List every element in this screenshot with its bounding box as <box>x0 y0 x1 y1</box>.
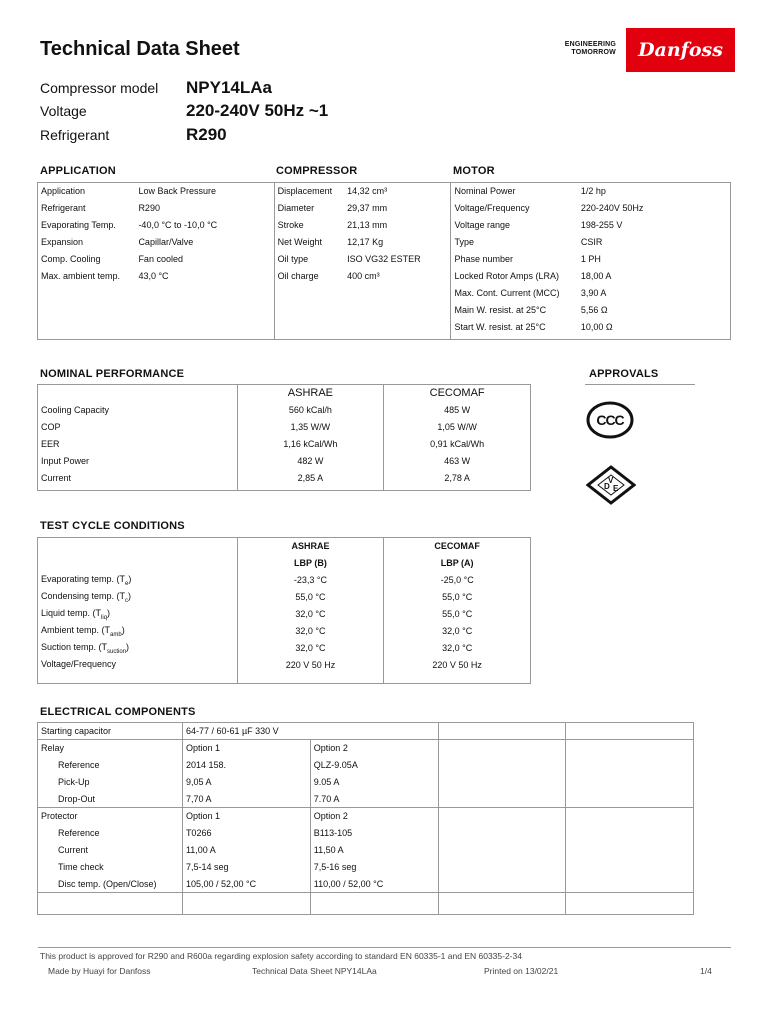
nominal-label: Current <box>38 470 238 487</box>
vde-d: D <box>604 482 610 491</box>
section-electrical: ELECTRICAL COMPONENTS <box>40 706 196 718</box>
nominal-ashrae-value: 2,85 A <box>237 470 384 487</box>
electrical-table <box>37 722 694 915</box>
test-row <box>38 572 531 589</box>
footer-page: 1/4 <box>700 966 712 976</box>
nominal-row <box>38 453 531 470</box>
test-row <box>38 657 531 674</box>
motor-label: Locked Rotor Amps (LRA) <box>454 271 560 281</box>
motor-value: 3,90 A <box>580 288 607 298</box>
protector-label: Reference <box>38 825 183 842</box>
compressor-value: 14,32 cm³ <box>344 183 451 200</box>
test-cecomaf-value: 55,0 °C <box>442 609 473 619</box>
spec-table <box>37 182 731 340</box>
nominal-row <box>38 419 531 436</box>
test-label-end: ) <box>107 607 111 618</box>
protector-option1: Option 1 <box>182 808 310 825</box>
motor-value: 18,00 A <box>580 271 612 281</box>
relay-row <box>38 757 694 774</box>
test-label-text: Suction temp. (T <box>41 641 108 652</box>
test-label-text: Liquid temp. (T <box>41 607 102 618</box>
test-label <box>38 572 238 589</box>
protector-option1: T0266 <box>182 825 310 842</box>
spec-row <box>38 183 731 200</box>
test-cecomaf-value: 32,0 °C <box>442 626 473 636</box>
spec-row <box>38 268 731 285</box>
brand-tagline-2: TOMORROW <box>571 49 616 56</box>
compressor-value: 12,17 Kg <box>344 234 451 251</box>
ccc-approval-icon <box>586 400 634 440</box>
compressor-label: Displacement <box>277 186 333 197</box>
nominal-performance-table <box>37 384 531 491</box>
protector-option1: 11,00 A <box>182 842 310 859</box>
vde-v: V <box>608 476 614 485</box>
motor-label: Nominal Power <box>454 186 516 197</box>
ccc-approval-text: CCC <box>596 412 624 428</box>
nominal-cecomaf-value: 463 W <box>444 456 471 466</box>
protector-row <box>38 859 694 876</box>
relay-option1: 9,05 A <box>182 774 310 791</box>
vde-e: E <box>613 484 619 493</box>
section-application: APPLICATION <box>40 165 116 177</box>
header-label-model: Compressor model <box>40 80 159 96</box>
protector-row <box>38 876 694 893</box>
test-label <box>38 657 238 674</box>
relay-option1: 7,70 A <box>182 791 310 808</box>
test-header-ashrae: ASHRAE <box>237 538 384 555</box>
protector-option2: 110,00 / 52,00 °C <box>310 876 438 893</box>
test-label-end: ) <box>128 573 132 584</box>
footer-printed: Printed on 13/02/21 <box>484 966 559 976</box>
relay-label: Relay <box>38 740 183 757</box>
test-row <box>38 589 531 606</box>
nominal-label: COP <box>38 419 238 436</box>
nominal-header-ashrae: ASHRAE <box>237 385 384 402</box>
test-label-text: Condensing temp. (T <box>41 590 126 601</box>
spec-row-pad <box>38 336 731 340</box>
test-row <box>38 606 531 623</box>
test-subheader-ashrae: LBP (B) <box>237 555 384 572</box>
protector-row <box>38 808 694 825</box>
application-value: Fan cooled <box>135 251 274 268</box>
protector-label: Current <box>38 842 183 859</box>
test-header-row <box>38 538 531 555</box>
nominal-cecomaf-value: 485 W <box>444 405 471 415</box>
application-value: -40,0 °C to -10,0 °C <box>135 217 274 234</box>
protector-label: Disc temp. (Open/Close) <box>38 876 183 893</box>
nominal-ashrae-value: 560 kCal/h <box>237 402 384 419</box>
protector-label: Time check <box>38 859 183 876</box>
nominal-row-pad <box>38 487 531 491</box>
compressor-label: Oil type <box>277 254 309 264</box>
brand-tagline-1: ENGINEERING <box>564 41 616 48</box>
motor-value: 10,00 Ω <box>580 322 613 332</box>
compressor-value: 400 cm³ <box>344 268 451 285</box>
danfoss-logo-word: Danfoss <box>638 39 723 61</box>
relay-label: Pick-Up <box>38 774 183 791</box>
spec-row <box>38 234 731 251</box>
nominal-label: EER <box>38 436 238 453</box>
motor-label: Phase number <box>454 254 514 264</box>
protector-row <box>38 842 694 859</box>
test-cycle-table <box>37 537 531 684</box>
test-label-subscript: e <box>125 580 129 587</box>
footer-made-by: Made by Huayi for Danfoss <box>48 966 151 976</box>
approvals-divider <box>585 384 695 385</box>
test-label-text: Voltage/Frequency <box>41 658 117 669</box>
motor-value: 1/2 hp <box>580 186 606 197</box>
motor-label: Start W. resist. at 25°C <box>454 322 546 332</box>
relay-row <box>38 740 694 757</box>
protector-label: Protector <box>38 808 183 825</box>
relay-option2: QLZ-9.05A <box>310 757 438 774</box>
nominal-ashrae-value: 482 W <box>237 453 384 470</box>
compressor-label: Diameter <box>277 203 315 213</box>
footer-divider <box>38 947 731 948</box>
test-cecomaf-value: 220 V 50 Hz <box>432 660 482 670</box>
section-compressor: COMPRESSOR <box>276 165 358 177</box>
test-row <box>38 640 531 657</box>
footer-sheet: Technical Data Sheet NPY14LAa <box>252 966 377 976</box>
nominal-cecomaf-value: 2,78 A <box>444 473 470 483</box>
header-value-refrigerant: R290 <box>186 125 227 144</box>
nominal-header-row <box>38 385 531 402</box>
test-label-end: ) <box>126 641 130 652</box>
compressor-value: ISO VG32 ESTER <box>344 251 451 268</box>
nominal-row <box>38 470 531 487</box>
vde-approval-icon <box>586 465 636 505</box>
section-test-cycle: TEST CYCLE CONDITIONS <box>40 520 185 532</box>
test-ashrae-value: 32,0 °C <box>237 623 384 640</box>
protector-option1: 105,00 / 52,00 °C <box>182 876 310 893</box>
test-label <box>38 606 238 623</box>
test-ashrae-value: 32,0 °C <box>237 606 384 623</box>
footer-note: This product is approved for R290 and R600a regarding explosion safety according to standard EN 60335-1 and EN 60335-2-34 <box>40 951 522 961</box>
section-motor: MOTOR <box>453 165 495 177</box>
test-label-text: Evaporating temp. (T <box>41 573 126 584</box>
electrical-row-pad <box>38 893 694 915</box>
relay-label: Reference <box>38 757 183 774</box>
motor-label: Voltage range <box>454 220 511 230</box>
compressor-label: Oil charge <box>277 271 319 281</box>
application-value: Capillar/Valve <box>135 234 274 251</box>
test-label-subscript: amb <box>110 631 122 638</box>
compressor-value: 21,13 mm <box>344 217 451 234</box>
test-cecomaf-value: -25,0 °C <box>440 575 474 585</box>
application-value: 43,0 °C <box>135 268 274 285</box>
spec-row <box>38 217 731 234</box>
protector-option1: 7,5-14 seg <box>182 859 310 876</box>
header-value-model: NPY14LAa <box>186 78 272 97</box>
capacitor-label: Starting capacitor <box>38 723 183 740</box>
relay-option1: 2014 158. <box>182 757 310 774</box>
compressor-value: 29,37 mm <box>344 200 451 217</box>
test-cecomaf-value: 55,0 °C <box>442 592 473 602</box>
motor-value: 198-255 V <box>580 220 623 230</box>
nominal-row <box>38 402 531 419</box>
relay-row <box>38 791 694 808</box>
relay-option2: 9.05 A <box>310 774 438 791</box>
protector-option2: 11,50 A <box>310 842 438 859</box>
protector-option2: 7,5-16 seg <box>310 859 438 876</box>
protector-row <box>38 825 694 842</box>
section-nominal-performance: NOMINAL PERFORMANCE <box>40 368 185 380</box>
test-ashrae-value: 32,0 °C <box>237 640 384 657</box>
test-label-subscript: c <box>125 597 129 604</box>
capacitor-value: 64-77 / 60-61 µF 330 V <box>182 723 438 740</box>
application-value: Low Back Pressure <box>135 183 274 200</box>
test-label-subscript: suction <box>107 648 127 655</box>
application-value: R290 <box>135 200 274 217</box>
application-label: Refrigerant <box>41 203 86 213</box>
relay-option2: Option 2 <box>310 740 438 757</box>
test-header-cecomaf: CECOMAF <box>434 541 480 552</box>
test-cecomaf-value: 32,0 °C <box>442 643 473 653</box>
nominal-cecomaf-value: 1,05 W/W <box>437 422 477 432</box>
compressor-label: Stroke <box>277 220 304 230</box>
spec-row <box>38 302 731 319</box>
nominal-header-cecomaf: CECOMAF <box>429 387 485 400</box>
motor-value: 1 PH <box>580 254 601 264</box>
test-label-text: Ambient temp. (T <box>41 624 111 635</box>
application-label: Comp. Cooling <box>41 254 101 264</box>
test-row-pad <box>38 674 531 684</box>
motor-value: CSIR <box>580 237 603 247</box>
test-label <box>38 640 238 657</box>
test-ashrae-value: -23,3 °C <box>237 572 384 589</box>
nominal-cecomaf-value: 0,91 kCal/Wh <box>430 439 485 449</box>
test-label-end: ) <box>121 624 125 635</box>
spec-row <box>38 251 731 268</box>
header-label-refrigerant: Refrigerant <box>40 127 110 143</box>
motor-label: Max. Cont. Current (MCC) <box>454 288 560 298</box>
test-label-end: ) <box>128 590 132 601</box>
relay-row <box>38 774 694 791</box>
header-value-voltage: 220-240V 50Hz ~1 <box>186 101 329 120</box>
nominal-label: Input Power <box>38 453 238 470</box>
test-ashrae-value: 55,0 °C <box>237 589 384 606</box>
test-label <box>38 623 238 640</box>
motor-label: Voltage/Frequency <box>454 203 530 213</box>
test-ashrae-value: 220 V 50 Hz <box>237 657 384 674</box>
relay-label: Drop-Out <box>38 791 183 808</box>
test-row <box>38 623 531 640</box>
section-approvals: APPROVALS <box>589 368 659 380</box>
test-label-subscript: liq <box>101 614 108 621</box>
nominal-ashrae-value: 1,16 kCal/Wh <box>237 436 384 453</box>
test-label <box>38 589 238 606</box>
protector-option2: B113-105 <box>310 825 438 842</box>
protector-option2: Option 2 <box>310 808 438 825</box>
motor-label: Type <box>454 237 474 247</box>
spec-row <box>38 200 731 217</box>
test-subheader-cecomaf: LBP (A) <box>440 558 474 568</box>
nominal-label: Cooling Capacity <box>38 402 238 419</box>
spec-row <box>38 319 731 336</box>
application-label: Application <box>41 186 86 197</box>
application-label: Expansion <box>41 237 84 247</box>
relay-option1: Option 1 <box>182 740 310 757</box>
motor-value: 5,56 Ω <box>580 305 608 315</box>
relay-option2: 7.70 A <box>310 791 438 808</box>
brand-tagline <box>565 41 616 57</box>
motor-label: Main W. resist. at 25°C <box>454 305 547 315</box>
compressor-label: Net Weight <box>277 237 323 247</box>
test-subheader-row <box>38 555 531 572</box>
header-label-voltage: Voltage <box>40 103 87 119</box>
application-label: Max. ambient temp. <box>41 271 121 281</box>
page-title: Technical Data Sheet <box>40 38 240 60</box>
motor-value: 220-240V 50Hz <box>580 203 644 213</box>
nominal-row <box>38 436 531 453</box>
nominal-ashrae-value: 1,35 W/W <box>237 419 384 436</box>
electrical-row-capacitor <box>38 723 694 740</box>
spec-row <box>38 285 731 302</box>
application-label: Evaporating Temp. <box>41 220 116 230</box>
